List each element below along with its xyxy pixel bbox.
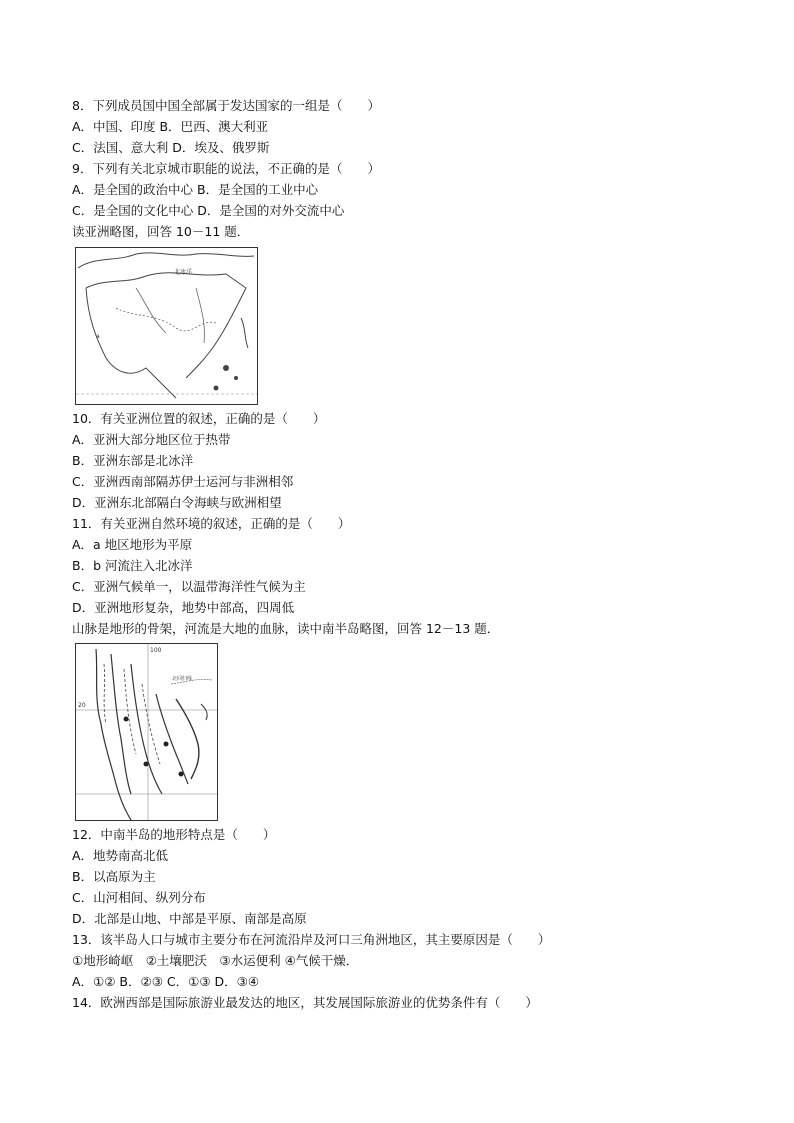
q8-options-ab: A．中国、印度 B．巴西、澳大利亚 xyxy=(72,119,269,134)
q10-option-c: C．亚洲西南部隔苏伊士运河与非洲相邻 xyxy=(72,474,294,489)
q11-stem: 11．有关亚洲自然环境的叙述，正确的是（ ） xyxy=(72,516,351,531)
q9-stem: 9．下列有关北京城市职能的说法，不正确的是（ ） xyxy=(72,161,380,176)
asia-map-figure xyxy=(76,248,257,404)
q9-options-ab: A．是全国的政治中心 B．是全国的工业中心 xyxy=(72,182,319,197)
indochina-map-intro: 山脉是地形的骨架，河流是大地的血脉，读中南半岛略图，回答 12－13 题． xyxy=(72,621,500,636)
asia-map-label-arctic: 北冰洋 xyxy=(174,269,193,276)
q12-option-d: D．北部是山地、中部是平原、南部是高原 xyxy=(72,911,307,926)
q11-option-b: B．b 河流注入北冰洋 xyxy=(72,558,193,573)
indochina-map-lat-20: 20 xyxy=(78,702,86,709)
q11-option-c: C．亚洲气候单一，以温带海洋性气候为主 xyxy=(72,579,306,594)
q13-options: A．①② B．②③ C．①③ D．③④ xyxy=(72,974,260,989)
asia-map xyxy=(75,247,258,405)
q14-stem: 14．欧洲西部是国际旅游业最发达的地区，其发展国际旅游业的优势条件有（ ） xyxy=(72,995,538,1010)
q11-option-d: D．亚洲地形复杂，地势中部高，四周低 xyxy=(72,600,295,615)
indochina-map-tropic-label: 北回归线 xyxy=(172,676,193,682)
indochina-map xyxy=(75,643,218,821)
q12-stem: 12．中南半岛的地形特点是（ ） xyxy=(72,827,276,842)
indochina-map-figure xyxy=(76,644,217,820)
q10-option-a: A．亚洲大部分地区位于热带 xyxy=(72,432,231,447)
q8-stem: 8．下列成员国中国全部属于发达国家的一组是（ ） xyxy=(72,98,380,113)
q11-option-a: A．a 地区地形为平原 xyxy=(72,537,193,552)
q12-option-c: C．山河相间、纵列分布 xyxy=(72,890,206,905)
q10-option-d: D．亚洲东北部隔白令海峡与欧洲相望 xyxy=(72,495,282,510)
q13-stem: 13．该半岛人口与城市主要分布在河流沿岸及河口三角洲地区，其主要原因是（ ） xyxy=(72,932,551,947)
q12-option-b: B．以高原为主 xyxy=(72,869,156,884)
q10-option-b: B．亚洲东部是北冰洋 xyxy=(72,453,194,468)
q9-options-cd: C．是全国的文化中心 D．是全国的对外交流中心 xyxy=(72,203,345,218)
q12-option-a: A．地势南高北低 xyxy=(72,848,169,863)
asia-map-intro: 读亚洲略图，回答 10－11 题． xyxy=(72,224,250,239)
indochina-map-lon-100: 100 xyxy=(150,647,162,654)
asia-map-label-a: a xyxy=(96,333,100,340)
q13-statements: ①地形崎岖 ②土壤肥沃 ③水运便利 ④气候干燥． xyxy=(72,953,359,968)
q10-stem: 10．有关亚洲位置的叙述，正确的是（ ） xyxy=(72,411,326,426)
q8-options-cd: C．法国、意大利 D．埃及、俄罗斯 xyxy=(72,140,270,155)
